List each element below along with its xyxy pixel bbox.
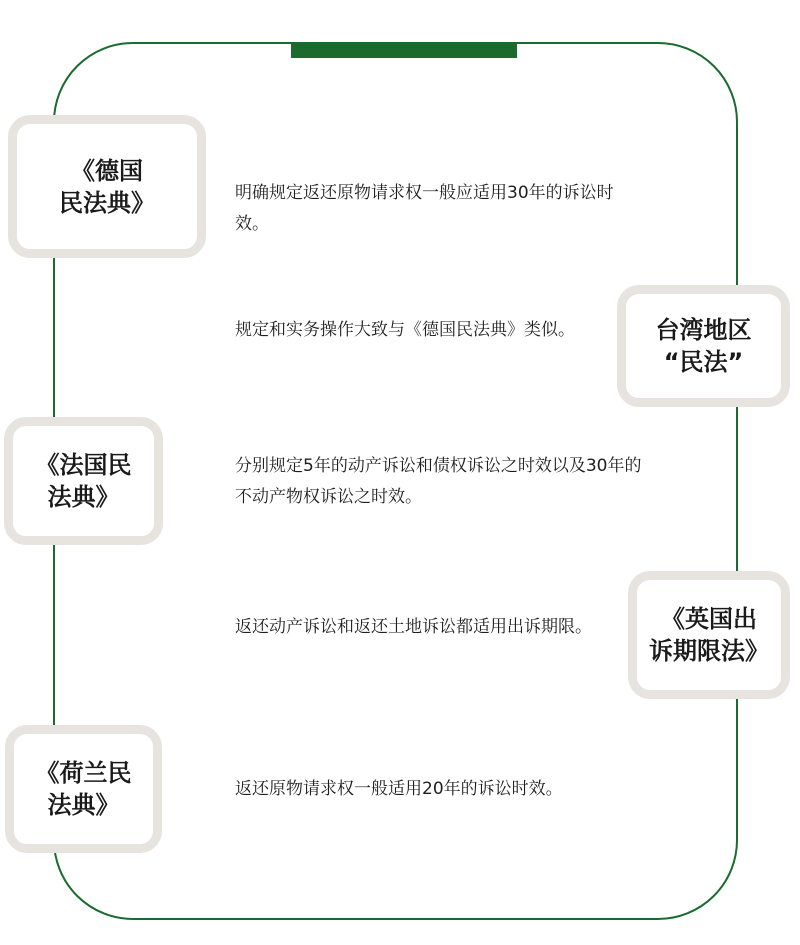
badge-line: “民法” [663,348,744,376]
description-taiwan-civil-law: 规定和实务操作大致与《德国民法典》类似。 [235,320,575,340]
badge-line: 《英国出 [661,605,757,633]
badge-line: 法典》 [47,791,120,819]
description-german-civil-code: 明确规定返还原物请求权一般应适用30年的诉讼时效。 [235,183,614,234]
description-english-limitation-act: 返还动产诉讼和返还土地诉讼都适用出诉期限。 [235,617,592,637]
badge-line: 台湾地区 [655,316,752,344]
description-french-civil-code: 分别规定5年的动产诉讼和债权诉讼之时效以及30年的不动产物权诉讼之时效。 [235,456,642,507]
badge-line: 《德国 [71,156,143,185]
badge-line: 法典》 [47,483,120,511]
description-dutch-civil-code: 返还原物请求权一般适用20年的诉讼时效。 [235,779,563,799]
badge-line: 《法国民 [35,451,132,479]
frame-top-bar [291,42,517,58]
badge-french-civil-code [4,417,163,545]
badge-line: 《荷兰民 [35,759,132,787]
badge-taiwan-civil-law [617,285,790,407]
badge-line: 诉期限法》 [649,637,769,665]
badge-english-limitation-act [628,571,790,699]
badge-german-civil-code [8,115,206,258]
badge-line: 民法典》 [59,188,155,217]
badge-dutch-civil-code [5,725,162,853]
